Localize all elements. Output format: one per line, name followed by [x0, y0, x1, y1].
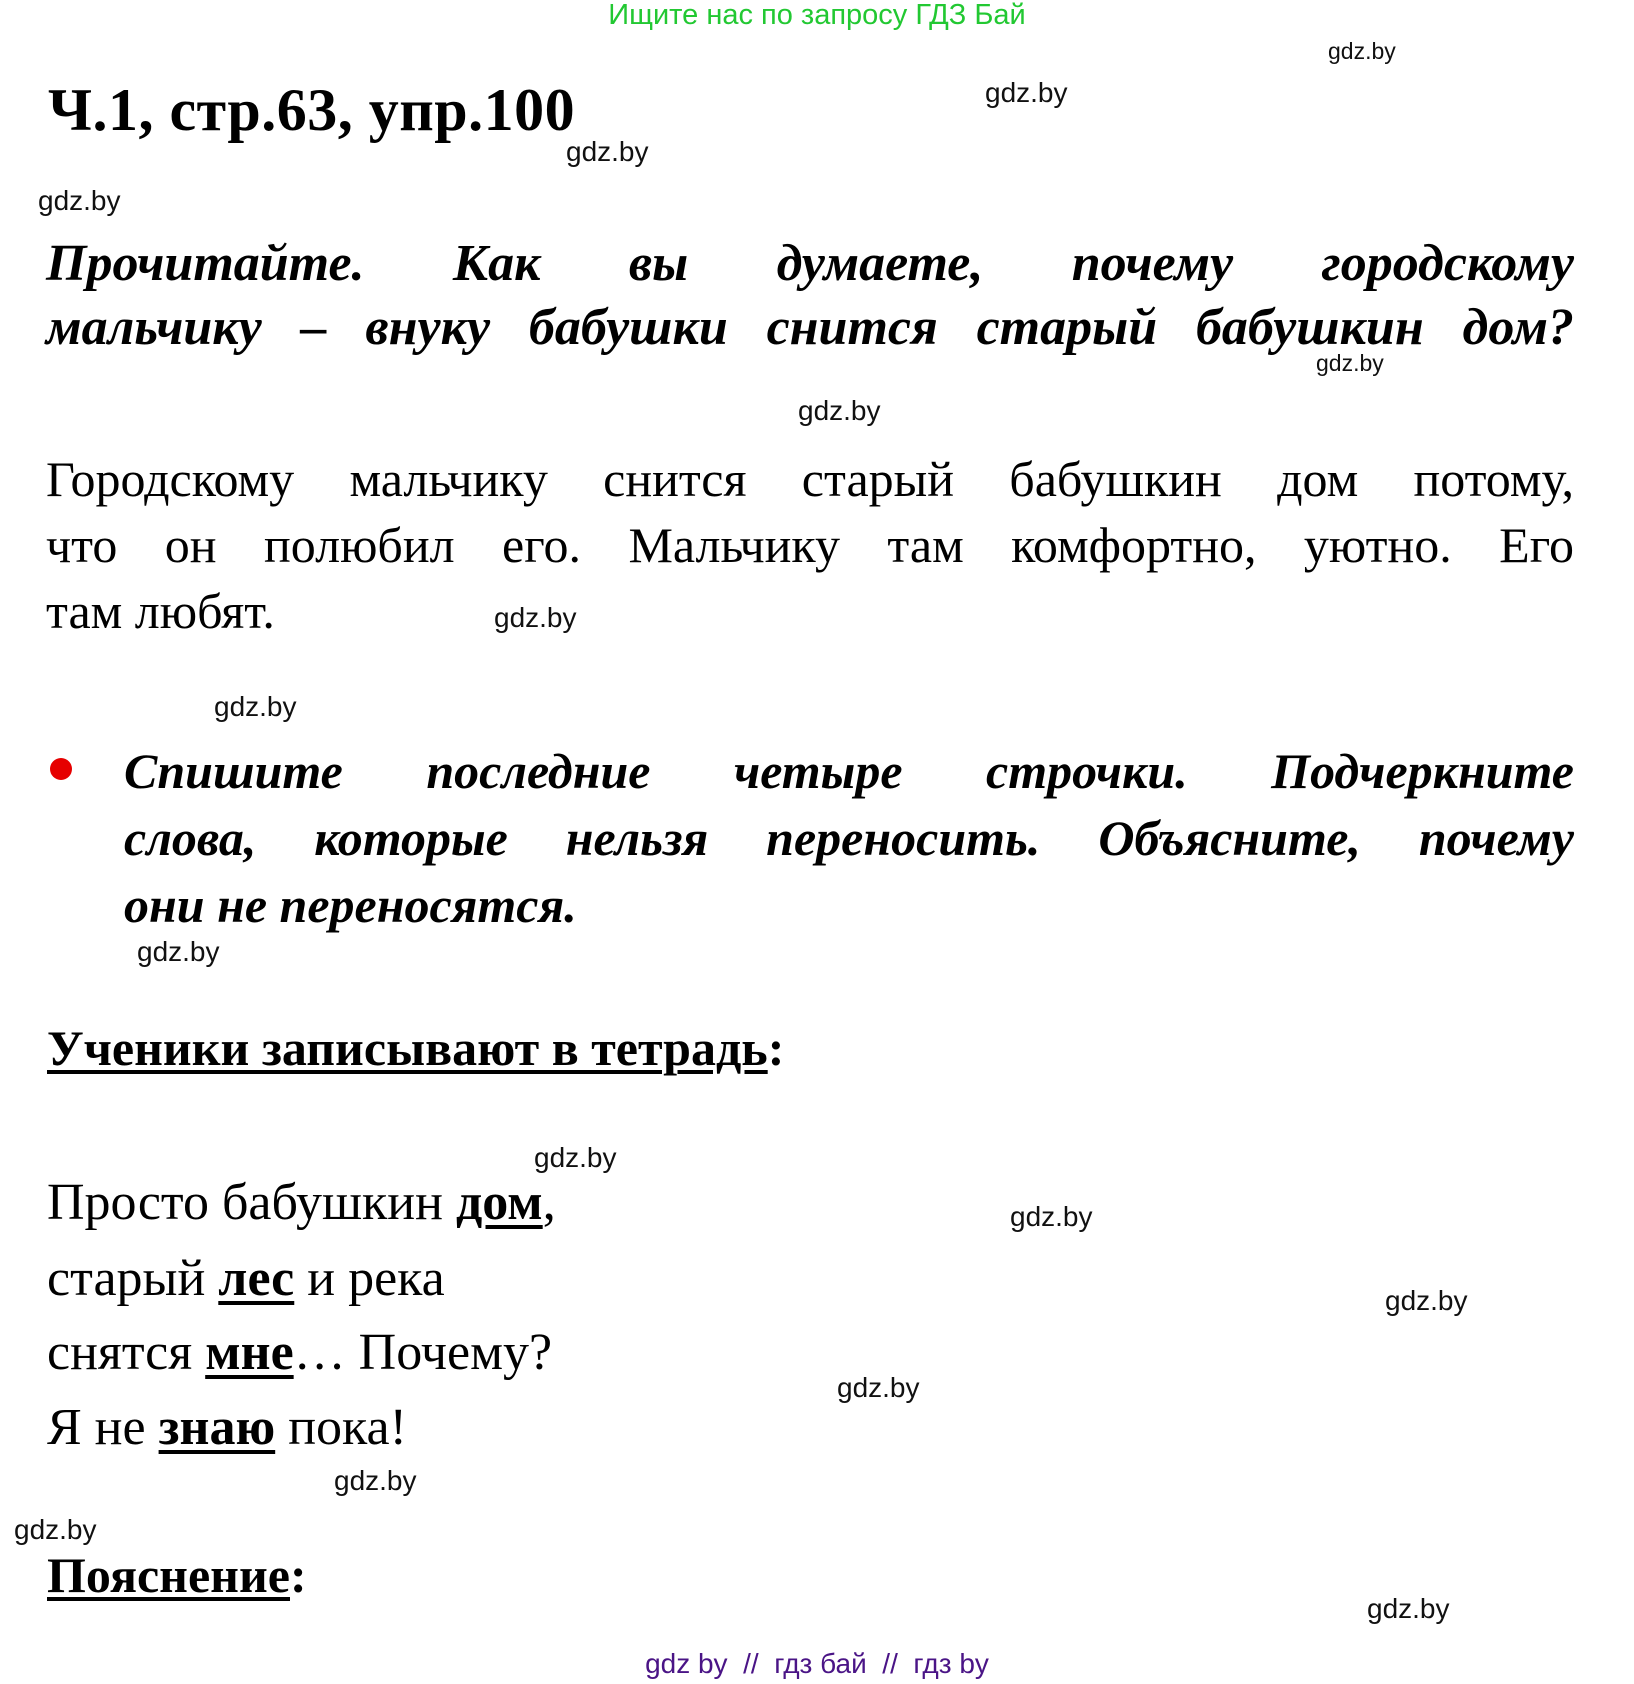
watermark: gdz.by [38, 185, 121, 216]
poem-text: , [542, 1174, 556, 1231]
watermark: gdz.by [214, 691, 297, 722]
section-heading-text: Ученики записывают в тетрадь [47, 1020, 768, 1076]
watermark: gdz.by [137, 936, 220, 967]
underlined-word: мне [205, 1324, 294, 1381]
poem-text: … Почему? [293, 1324, 553, 1381]
poem-line [47, 1323, 552, 1383]
task-instruction [124, 738, 1574, 939]
poem-line [47, 1249, 445, 1309]
poem-line [47, 1173, 556, 1233]
poem-text: Я не [47, 1399, 159, 1456]
watermark: gdz.by [798, 395, 881, 426]
poem-text: снятся [47, 1324, 206, 1381]
answer-line: Городскому мальчику снится старый бабушкин дом потому, [46, 451, 1574, 507]
watermark: gdz.by [14, 1514, 97, 1545]
poem-text: Просто бабушкин [47, 1174, 456, 1231]
watermark: gdz.by [1010, 1201, 1093, 1232]
task-instruction-line: Спишите последние четыре строчки. Подчеркните [124, 743, 1574, 799]
watermark: gdz.by [985, 77, 1068, 108]
top-banner: Ищите нас по запросу ГДЗ Бай [608, 0, 1026, 31]
footer-links[interactable]: gdz by // гдз бай // гдз by [645, 1648, 989, 1679]
watermark: gdz.by [1328, 38, 1396, 64]
explanation-colon: : [290, 1547, 307, 1603]
exercise-title: Ч.1, стр.63, упр.100 [48, 77, 576, 143]
poem-text: пока! [275, 1399, 407, 1456]
task-instruction-line: они не переносятся. [124, 877, 577, 933]
underlined-word: дом [455, 1174, 543, 1231]
task-question-line: Прочитайте. Как вы думаете, почему городскому [46, 235, 1574, 292]
bullet-icon [50, 758, 72, 780]
underlined-word: знаю [158, 1399, 276, 1456]
explanation-heading [47, 1545, 307, 1605]
watermark: gdz.by [837, 1372, 920, 1403]
poem-text: и река [294, 1250, 445, 1307]
watermark: gdz.by [566, 136, 649, 167]
underlined-word: лес [218, 1250, 295, 1307]
answer-line: что он полюбил его. Мальчику там комфортно, уютно. Его [46, 517, 1574, 573]
section-heading-colon: : [767, 1020, 785, 1076]
poem-line [47, 1398, 407, 1458]
answer-line: там любят. [46, 583, 275, 639]
task-question [46, 232, 1574, 360]
answer-paragraph [46, 446, 1574, 644]
task-question-line: мальчику – внуку бабушки снится старый бабушкин дом? [46, 299, 1574, 356]
watermark: gdz.by [494, 602, 577, 633]
explanation-heading-text: Пояснение [47, 1547, 290, 1603]
watermark: gdz.by [1385, 1285, 1468, 1316]
task-instruction-line: слова, которые нельзя переносить. Объясните, почему [124, 810, 1574, 866]
watermark: gdz.by [1316, 350, 1384, 376]
section-heading [47, 1018, 784, 1078]
watermark: gdz.by [334, 1465, 417, 1496]
watermark: gdz.by [534, 1142, 617, 1173]
watermark: gdz.by [1367, 1593, 1450, 1624]
poem-text: старый [47, 1250, 219, 1307]
